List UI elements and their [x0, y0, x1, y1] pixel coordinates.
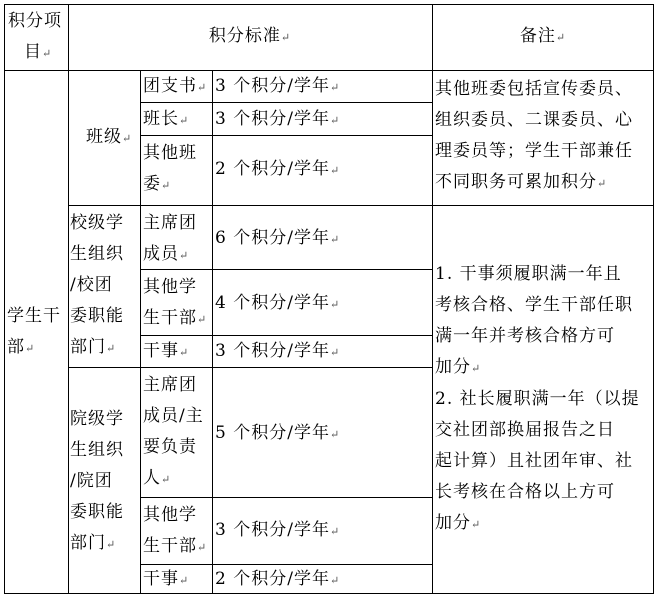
points-r6: 3 个积分/学年↵	[215, 341, 341, 361]
group-class: 班级↵	[86, 127, 133, 147]
points-r4: 6 个积分/学年↵	[215, 228, 341, 248]
header-remark: 备注↵	[519, 26, 567, 46]
role-officer-college: 干事↵	[143, 569, 190, 589]
points-r2: 3 个积分/学年↵	[215, 109, 341, 129]
points-r8: 3 个积分/学年↵	[215, 520, 341, 540]
col-line-2	[140, 70, 141, 594]
remark-class: 其他班委包括宣传委员、 组织委员、二课委员、心 理委员等；学生干部兼任 不同职务可累加积分↵	[435, 79, 633, 192]
points-r1: 3 个积分/学年↵	[215, 76, 341, 96]
role-other-cadre-school: 其他学 生干部↵	[143, 277, 208, 328]
role-other-cadre-college: 其他学 生干部↵	[143, 505, 208, 556]
points-r3: 2 个积分/学年↵	[215, 159, 341, 179]
role-league-secretary: 团支书↵	[143, 76, 208, 96]
remark-organizations: 1. 干事须履职满一年且 考核合格、学生干部任职 满一年并考核合格方可 加分↵ 2. 社长履职满一年（以提 交社团部换届报告之日 起计算）且社团年审、社 长考核在合格以上方可 加分↵	[435, 264, 640, 533]
border-left	[4, 4, 5, 594]
points-r9: 2 个积分/学年↵	[215, 569, 341, 589]
points-r5: 4 个积分/学年↵	[215, 293, 341, 313]
row-line-class-bottom	[68, 205, 654, 206]
col-line-1	[68, 4, 69, 594]
col-line-3	[212, 70, 213, 594]
header-item: 积分项 目↵	[8, 11, 62, 62]
role-presidium-college: 主席团 成员/主 要负责 人↵	[143, 375, 204, 488]
border-right	[653, 4, 654, 594]
col-line-4	[432, 4, 433, 594]
points-table	[4, 4, 654, 594]
group-college: 院级学 生组织 /院团 委职能 部门↵	[70, 409, 124, 553]
points-r7: 5 个积分/学年↵	[215, 423, 341, 443]
role-officer-school: 干事↵	[143, 341, 190, 361]
role-presidium-school: 主席团 成员↵	[143, 213, 197, 264]
role-monitor: 班长↵	[143, 109, 190, 129]
border-top	[4, 4, 654, 5]
header-standard: 积分标准↵	[208, 26, 292, 46]
group-school: 校级学 生组织 /校团 委职能 部门↵	[70, 213, 124, 357]
row-line-7	[140, 497, 432, 498]
category-student-cadre: 学生干 部↵	[7, 306, 61, 357]
role-other-committee: 其他班 委↵	[143, 143, 197, 194]
